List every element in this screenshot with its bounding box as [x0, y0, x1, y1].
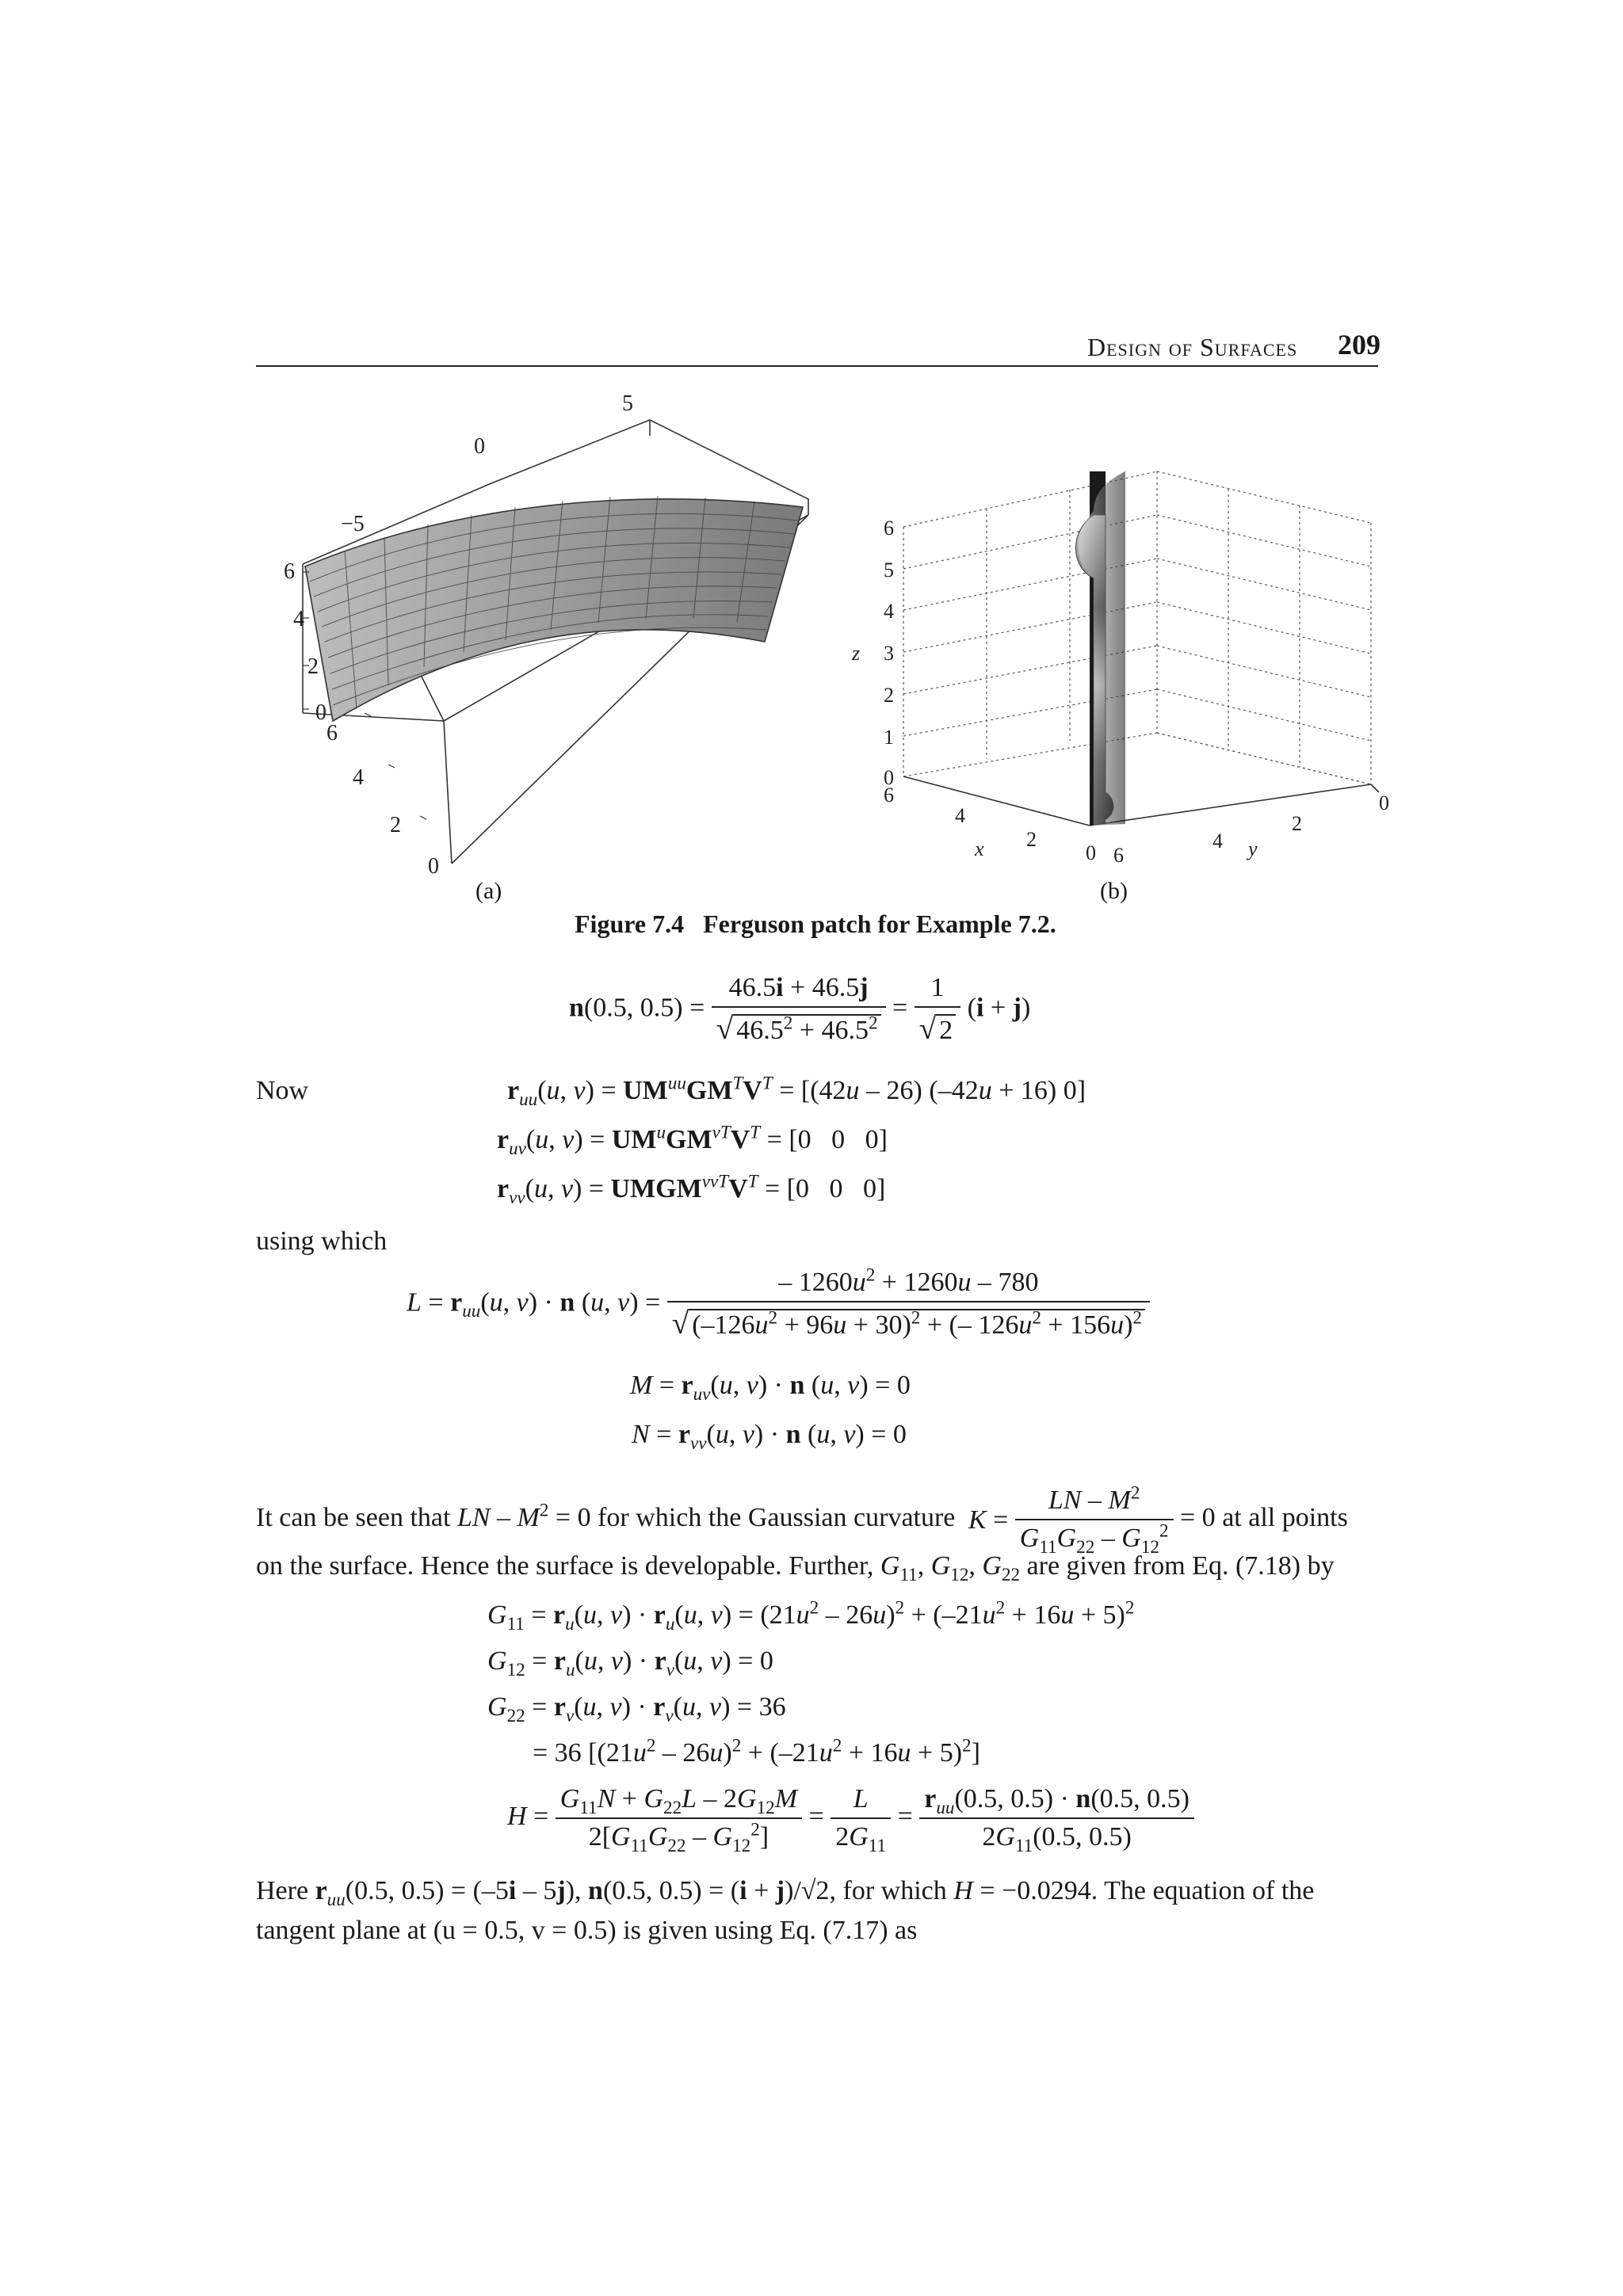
x-tick: 6 [884, 784, 894, 807]
x-axis-label: x [975, 837, 984, 860]
tick-label: −5 [341, 512, 365, 536]
tick-label: 0 [428, 854, 439, 879]
equation-N: $N = r_{vv}(u$, v) · n (u, v) = 0 [632, 1420, 907, 1454]
equation-G11: $G_{11} = r_u(u$, $v) \cdot r_u(u$, $v) = (21u^2 - 26u)^2 + (-21u^2 + 16u + 5)^2$ [487, 1597, 1135, 1634]
z-tick: 0 [884, 766, 894, 789]
z-tick: 3 [884, 642, 894, 665]
tick-label: 2 [307, 654, 319, 679]
paragraph-tangent-plane: tangent plane at (u = 0.5, v = 0.5) is given using Eq. (7.17) as [256, 1916, 918, 1945]
z-tick: 1 [884, 726, 894, 749]
equation-M: $M = r_{uv}(u$, v) · n (u, v) = 0 [630, 1371, 911, 1405]
equation-G12: $G_{12} = r_u(u$, $v) \cdot r_v(u$, v) = 0 [487, 1646, 773, 1680]
z-axis-label: z [852, 642, 861, 665]
y-tick: 0 [1379, 791, 1389, 814]
equation-H: H = $\frac{G_{11}N + G_{22}L - 2G_{12}M}{2[G_{11}G_{22} - G_{12}^2]}$ = $\frac{L}{2G_{11}}$ = $\frac{r_{uu}(0.5, 0.5) \cdot n(0.5, 0.5)}{2G_{11}(0.5, 0.5)}$ [507, 1784, 1194, 1852]
tick-label: 6 [284, 559, 295, 584]
running-header: Design of Surfaces [1087, 333, 1298, 361]
paragraph-gaussian: It can be seen that LN – $M^2 = 0$ for which the Gaussian curvature K = $\frac{LN - M^2}{G_{11}G_{22} - G_{12}^2}$ = 0 at all points [256, 1482, 1348, 1558]
equation-rvv: $r_{vv}(u$, $v) = UMGM^{vvT}V^T = [0$ 0 0] [497, 1171, 886, 1208]
tick-label: 4 [293, 607, 304, 631]
equation-ruu: $r_{uu}(u$, $v) = UM^{uu}GM^TV^T = [(42u - 26) (-42u + 16)$ 0] [507, 1073, 1086, 1110]
z-tick: 2 [884, 684, 894, 707]
figure-panel-a [269, 388, 824, 895]
panel-b-label: (b) [1100, 878, 1128, 904]
figure-caption-text: Ferguson patch for Example 7.2. [703, 910, 1056, 938]
tick-label: 0 [474, 434, 485, 459]
paragraph-developable: on the surface. Hence the surface is developable. Further, $G_{11}$, $G_{12}$, $G_{22}$ are given from Eq. (7.18) by [256, 1551, 1335, 1585]
figure-panel-b [832, 460, 1411, 879]
page-number: 209 [1338, 329, 1381, 360]
header-rule [256, 365, 1378, 367]
label-using-which: using which [256, 1226, 388, 1256]
y-axis-label: y [1248, 837, 1258, 860]
z-tick: 5 [884, 559, 894, 582]
paragraph-here: Here $r_{uu}(0.5$, 0.5) = (–5i – 5j), n(0.5, 0.5) = (i + j)/√2, for which H = −0.0294. The equation of the [256, 1876, 1315, 1910]
equation-L: $L = r_{uu}(u$, v) · n (u, v) = $\frac{- 1260u^2 + 1260u - 780}{√ (-126u^2 + 96u + 30)^2 + (- 126u^2 + 156u)^2}$ [407, 1268, 1150, 1341]
z-tick: 6 [884, 517, 894, 540]
x-tick: 2 [1026, 828, 1037, 851]
equation-ruv: $r_{uv}(u$, $v) = UM^uGM^{vT}V^T = [0$ 0 0] [497, 1122, 888, 1159]
surface-plot-b [832, 460, 1411, 879]
z-tick: 4 [884, 600, 894, 623]
tick-label: 6 [327, 721, 338, 746]
panel-a-label: (a) [475, 878, 502, 904]
tick-label: 0 [315, 700, 327, 725]
figure-number: Figure 7.4 [575, 910, 685, 938]
figure-caption [575, 910, 1056, 939]
x-tick: 0 [1086, 841, 1096, 864]
equation-normal: n(0.5, 0.5) = $\frac{46.5i + 46.5j}{√ 46.5^2 + 46.5^2}$ = $\frac{1}{√ 2}$ (i + j) [569, 973, 1031, 1046]
surface-plot-a [269, 388, 824, 895]
label-now: Now [256, 1076, 309, 1105]
tick-label: 2 [390, 813, 401, 837]
x-tick: 4 [955, 804, 965, 827]
equation-G22-expanded: = 36 $[(21u^2 - 26u)^2 + (-21u^2 + 16u + 5)^2]$ [533, 1735, 980, 1768]
y-tick: 4 [1212, 830, 1223, 852]
equation-G22: $G_{22} = r_v(u$, $v) \cdot r_v(u$, v) = 36 [487, 1692, 786, 1726]
y-tick: 6 [1113, 844, 1124, 867]
tick-label: 5 [622, 391, 633, 416]
tick-label: 4 [353, 765, 364, 790]
y-tick: 2 [1292, 812, 1302, 835]
